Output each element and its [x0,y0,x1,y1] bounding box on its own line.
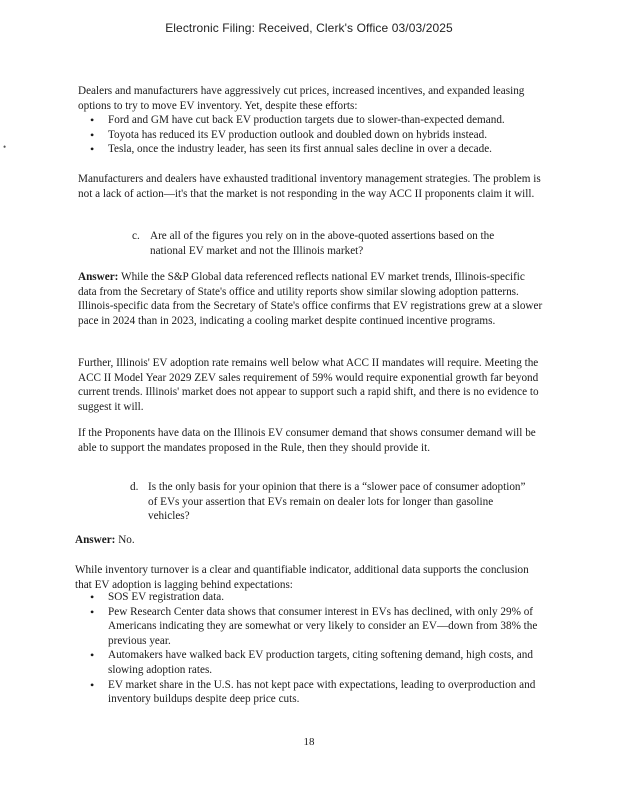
list-item: • EV market share in the U.S. has not kept pace with expectations, leading to overproduction and inventory buildups despite deep price cuts. [78,678,540,707]
answer-c-paragraph-3: If the Proponents have data on the Illinois EV consumer demand that shows consumer demand will be able to support the mandates proposed in the Rule, then they should provide it. [78,427,536,454]
list-item: • Automakers have walked back EV production targets, citing softening demand, high costs, and slowing adoption rates. [78,648,540,677]
question-d-text: Is the only basis for your opinion that there is a “slower pace of consumer adoption” of EVs your assertion that EVs remain on dealer lots for longer than gasoline vehicles? [148,481,526,523]
list-item: • SOS EV registration data. [78,590,540,605]
list-item: • Toyota has reduced its EV production outlook and doubled down on hybrids instead. [78,128,548,143]
question-c [132,229,524,258]
answer-label: Answer: [78,271,119,283]
list-item: • Pew Research Center data shows that consumer interest in EVs has declined, with only 29% of Americans indicating they are somewhat or very likely to consider an EV—down from 38% the previous year. [78,605,540,649]
page-number: 18 [303,736,315,748]
intro-paragraph: Dealers and manufacturers have aggressively cut prices, increased incentives, and expanded leasing options to try to move EV inventory. Yet, despite these efforts: [78,85,525,112]
answer-c-text: While the S&P Global data referenced reflects national EV market trends, Illinois-specific data from the Secretary of State's office and utility reports show similar slowing adoption patterns. Illinois-specific data from the Secretary of State's office confirms that EV registrations grew at a slower pace in 2024 than in 2023, indicating a cooling market despite continued incentive programs. [78,271,543,327]
margin-mark: • [3,142,7,152]
strategies-paragraph: Manufacturers and dealers have exhausted traditional inventory management strategies. The problem is not a lack of action—it's that the market is not responding in the way ACC II proponents claim it will. [78,173,541,200]
answer-d-text: No. [118,534,135,546]
list-item: • Ford and GM have cut back EV production targets due to slower-than-expected demand. [78,113,548,128]
question-c-text: Are all of the figures you rely on in the above-quoted assertions based on the national EV market and not the Illinois market? [150,230,495,257]
answer-label: Answer: [75,534,116,546]
question-d-letter: d. [130,481,139,493]
answer-d-paragraph [75,533,541,548]
filing-header: Electronic Filing: Received, Clerk's Office 03/03/2025 [165,21,453,35]
answer-c-paragraph-1 [78,270,544,328]
inventory-paragraph: While inventory turnover is a clear and quantifiable indicator, additional data supports the conclusion that EV adoption is lagging behind expectations: [75,564,529,591]
question-c-letter: c. [132,230,140,242]
answer-c-paragraph-2: Further, Illinois' EV adoption rate remains well below what ACC II mandates will require. Meeting the ACC II Model Year 2029 ZEV sales requirement of 59% would require exponential growth far beyond current trends. Illinois' market does not appear to support such a rapid shift, and there is no evidence to suggest it will. [78,357,539,413]
question-d [130,480,528,524]
inventory-bullet-list [78,590,540,707]
list-item: • Tesla, once the industry leader, has seen its first annual sales decline in over a decade. [78,142,548,157]
intro-bullet-list [78,113,548,157]
